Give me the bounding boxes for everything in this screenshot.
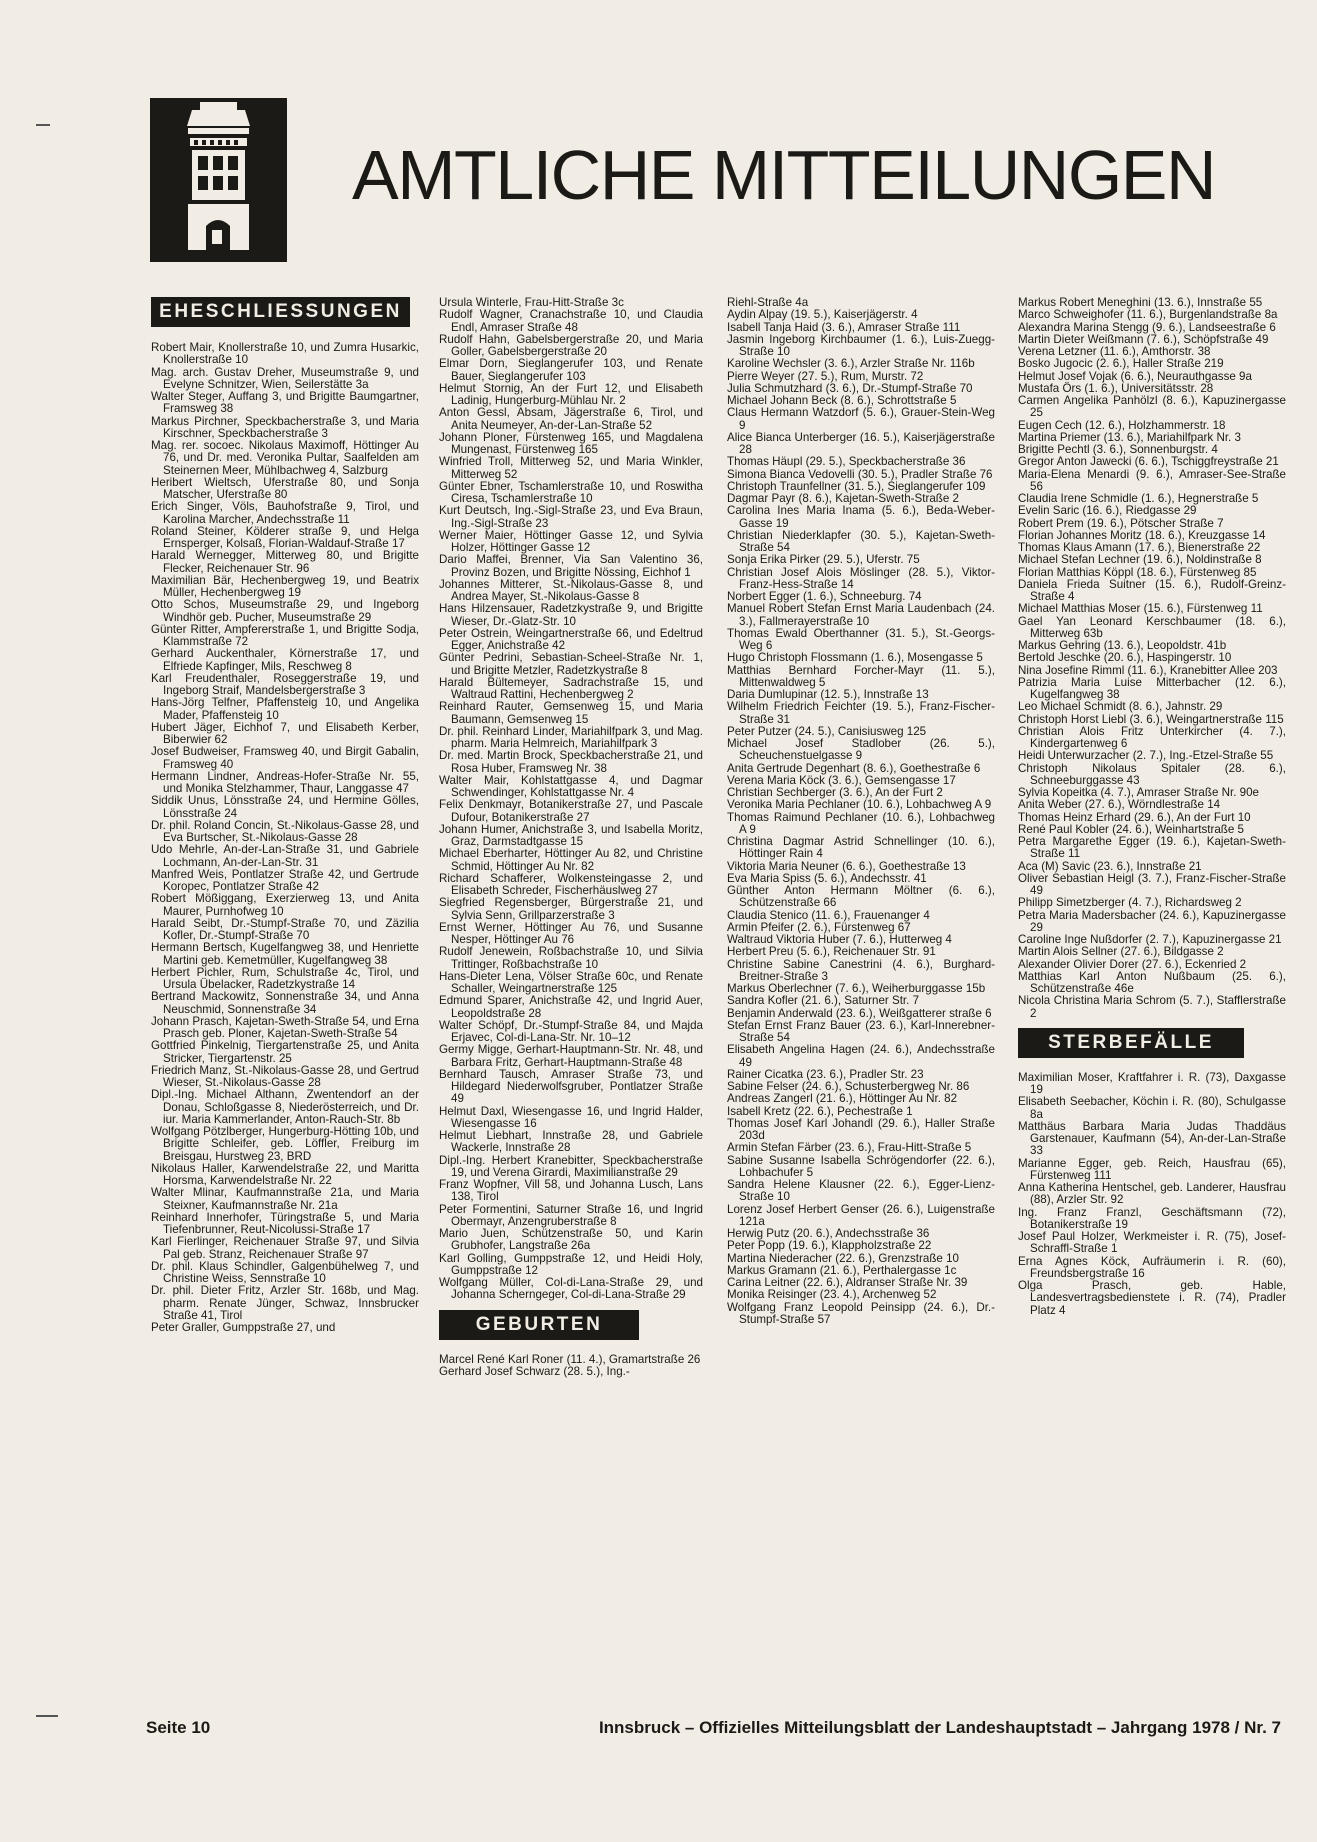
birth-entry: Martina Priemer (13. 6.), Mariahilfpark Nr. 3 <box>1018 430 1241 444</box>
marriage-entry: Dr. phil. Reinhard Linder, Mariahilfpark 3, und Mag. pharm. Maria Helmreich, Mariahilfpark 3 <box>439 724 703 750</box>
marriage-entry: Germy Migge, Gerhart-Hauptmann-Str. Nr. 48, und Barbara Fritz, Gerhart-Hauptmann-Straße 48 <box>439 1043 703 1069</box>
marriage-entry: Dr. phil. Klaus Schindler, Galgenbühelweg 7, und Christine Weiss, Sennstraße 10 <box>151 1259 419 1285</box>
birth-entry: Dagmar Payr (8. 6.), Kajetan-Sweth-Straße 2 <box>727 492 959 505</box>
birth-entry: Eva Maria Spiss (5. 6.), Andechsstr. 41 <box>727 871 927 885</box>
birth-entry: Martin Alois Sellner (27. 6.), Bildgasse 2 <box>1018 945 1224 959</box>
birth-entry: Thomas Josef Karl Johandl (29. 6.), Haller Straße 203d <box>727 1116 995 1142</box>
birth-entry: Matthias Karl Anton Nußbaum (25. 6.), Schützenstraße 46e <box>1018 969 1286 995</box>
birth-entry: Thomas Häupl (29. 5.), Speckbacherstraße 36 <box>727 455 966 469</box>
birth-entry: Markus Gehring (13. 6.), Leopoldstr. 41b <box>1018 639 1227 652</box>
birth-entry: Anita Weber (27. 6.), Wörndlestraße 14 <box>1018 798 1221 812</box>
birth-entry: Markus Robert Meneghini (13. 6.), Innstraße 55 <box>1018 297 1263 309</box>
birth-entry: Thomas Raimund Pechlaner (10. 6.), Lohbachweg A 9 <box>727 810 995 836</box>
marriage-entry: Karl Fierlinger, Reichenauer Straße 97, und Silvia Pal geb. Stranz, Reichenauer Straße 97 <box>151 1235 419 1261</box>
birth-entry: Maria-Elena Menardi (9. 6.), Amraser-See-Straße 56 <box>1018 467 1286 493</box>
marriage-entry: Roland Steiner, Kölderer straße 9, und Helga Ernsperger, Kolsaß, Florian-Waldauf-Straße 17 <box>151 524 419 550</box>
publication-line: Innsbruck – Offizielles Mitteilungsblatt der Landeshauptstadt – Jahrgang 1978 / Nr. 7 <box>598 1718 1281 1737</box>
marriage-entry: Helmut Daxl, Wiesengasse 16, und Ingrid Halder, Wiesengasse 16 <box>439 1104 703 1130</box>
birth-entry: Robert Prem (19. 6.), Pötscher Straße 7 <box>1018 516 1224 530</box>
marriage-entry: Günter Ritter, Ampfererstraße 1, und Brigitte Sodja, Klammstraße 72 <box>151 622 419 648</box>
marriage-entry: Gerhard Auckenthaler, Körnerstraße 17, und Elfriede Kapfinger, Mils, Reschweg 8 <box>151 647 419 673</box>
marriage-entry: Harald Seibt, Dr.-Stumpf-Straße 70, und Zäzilia Kofler, Dr.-Stumpf-Straße 70 <box>151 916 419 942</box>
birth-entry: Michael Johann Beck (8. 6.), Schrottstraße 5 <box>727 394 957 407</box>
birth-entry: Michael Stefan Lechner (19. 6.), Noldinstraße 8 <box>1018 553 1262 567</box>
marriage-entry: Wolfgang Pötzlberger, Hungerburg-Hötting 10b, und Brigitte Schleifer, geb. Löffler, Freiburg im Breisgau, Hurstweg 23, BRD <box>151 1125 419 1163</box>
marriage-entry: Walter Mlinar, Kaufmannstraße 21a, und Maria Steixner, Kaufmannstraße Nr. 21a <box>151 1186 419 1212</box>
marriage-entry: Ernst Werner, Höttinger Au 76, und Susanne Nesper, Höttinger Au 76 <box>439 920 703 946</box>
birth-list-continued <box>1018 297 1286 1020</box>
birth-entry: Viktoria Maria Neuner (6. 6.), Goethestraße 13 <box>727 859 966 873</box>
birth-entry: Helmut Josef Vojak (6. 6.), Neurauthgasse 9a <box>1018 369 1252 383</box>
birth-entry: Heidi Unterwurzacher (2. 7.), Ing.-Etzel-Straße 55 <box>1018 749 1274 763</box>
death-entry: Marianne Egger, geb. Reich, Hausfrau (65), Fürstenweg 111 <box>1018 1156 1286 1182</box>
marriage-entry: Dr. phil. Dieter Fritz, Arzler Str. 168b, und Mag. pharm. Renate Jünger, Schwaz, Innsbrucker Straße 41, Tirol <box>151 1284 419 1322</box>
marriage-entry: Heribert Wieltsch, Uferstraße 80, und Sonja Matscher, Uferstraße 80 <box>151 475 419 501</box>
birth-entry: Christoph Traunfellner (31. 5.), Sieglangerufer 109 <box>727 479 986 493</box>
marriage-entry: Reinhard Rauter, Gemsenweg 15, und Maria Baumann, Gemsenweg 15 <box>439 700 703 726</box>
birth-entry: Evelin Saric (16. 6.), Riedgasse 29 <box>1018 504 1197 518</box>
death-entry: Maximilian Moser, Kraftfahrer i. R. (73), Daxgasse 19 <box>1018 1070 1286 1096</box>
marriage-entry: Harald Bültemeyer, Sadrachstraße 15, und Waltraud Rattini, Hechenbergweg 2 <box>439 675 703 701</box>
marriage-entry: Dipl.-Ing. Herbert Kranebitter, Speckbacherstraße 19, und Verena Girardi, Maximilianstraße 29 <box>439 1153 703 1179</box>
marriage-entry: Dario Maffei, Brenner, Via San Valentino 36, Provinz Bozen, und Brigitte Nössing, Eichhof 1 <box>439 553 703 579</box>
birth-entry: Christian Sechberger (3. 6.), An der Furt 2 <box>727 786 943 799</box>
marriage-entry: Peter Formentini, Saturner Straße 16, und Ingrid Obermayr, Anzengruberstraße 8 <box>439 1202 703 1228</box>
section-header-sterbefaelle: STERBEFÄLLE <box>1018 1028 1244 1058</box>
birth-entry: Markus Oberlechner (7. 6.), Weiherburggasse 15b <box>727 982 986 995</box>
death-entry: Elisabeth Seebacher, Köchin i. R. (80), Schulgasse 8a <box>1018 1095 1286 1121</box>
birth-entry: Anita Gertrude Degenhart (8. 6.), Goethestraße 6 <box>727 761 981 775</box>
marriage-entry: Helmut Stornig, An der Furt 12, und Elisabeth Ladinig, Hungerburg-Mühlau Nr. 2 <box>439 381 703 407</box>
birth-entry: Thomas Heinz Erhard (29. 6.), An der Furt 10 <box>1018 810 1251 824</box>
birth-entry: Carina Leitner (22. 6.), Aldranser Straße Nr. 39 <box>727 1276 968 1289</box>
marriage-entry: Günter Pedrini, Sebastian-Scheel-Straße Nr. 1, und Brigitte Metzler, Radetzkystraße 8 <box>439 651 703 677</box>
birth-entry: Alexander Olivier Dorer (27. 6.), Eckenried 2 <box>1018 957 1247 971</box>
birth-entry: Herwig Putz (20. 6.), Andechsstraße 36 <box>727 1227 930 1240</box>
birth-entry: Gerhard Josef Schwarz (28. 5.), Ing.- <box>439 1364 630 1378</box>
birth-entry: Gregor Anton Jawecki (6. 6.), Tschiggfreystraße 21 <box>1018 455 1279 469</box>
birth-entry: Christoph Nikolaus Spitaler (28. 6.), Schneeburggasse 43 <box>1018 761 1286 787</box>
marriage-entry: Werner Maier, Höttinger Gasse 12, und Sylvia Holzer, Höttinger Gasse 12 <box>439 528 703 554</box>
birth-entry: Isabell Tanja Haid (3. 6.), Amraser Straße 111 <box>727 320 961 334</box>
birth-entry: Martin Dieter Weißmann (7. 6.), Schöpfstraße 49 <box>1018 332 1269 346</box>
marriage-entry: Hermann Bertsch, Kugelfangweg 38, und Henriette Martini geb. Kemetmüller, Kugelfangweg 38 <box>151 941 419 967</box>
marriage-entry: Rudolf Wagner, Cranachstraße 10, und Claudia Endl, Amraser Straße 48 <box>439 308 703 334</box>
section-header-eheschliessungen: EHESCHLIESSUNGEN <box>151 297 410 327</box>
marriage-entry: Herbert Pichler, Rum, Schulstraße 4c, Tirol, und Ursula Übelacker, Radetzkystraße 14 <box>151 965 419 991</box>
marriage-entry: Johann Prasch, Kajetan-Sweth-Straße 54, und Erna Prasch geb. Ploner, Kajetan-Sweth-Straße 54 <box>151 1014 419 1040</box>
death-list <box>1018 1072 1286 1317</box>
birth-entry: Florian Johannes Moritz (18. 6.), Kreuzgasse 14 <box>1018 528 1266 542</box>
marriage-entry: Harald Wernegger, Mitterweg 80, und Brigitte Flecker, Reichenauer Str. 96 <box>151 549 419 575</box>
scan-mark <box>36 124 50 126</box>
marriage-entry: Edmund Sparer, Anichstraße 42, und Ingrid Auer, Leopoldstraße 28 <box>439 994 703 1020</box>
birth-entry: Markus Gramann (21. 6.), Perthalergasse 1c <box>727 1263 957 1277</box>
marriage-entry: Rudolf Jenewein, Roßbachstraße 10, und Silvia Trittinger, Roßbachstraße 10 <box>439 945 703 971</box>
birth-entry: Petra Margarethe Egger (19. 6.), Kajetan-Sweth-Straße 11 <box>1018 835 1286 861</box>
birth-entry: Alice Bianca Unterberger (16. 5.), Kaiserjägerstraße 28 <box>727 430 995 456</box>
birth-entry: Benjamin Anderwald (23. 6.), Weißgatterer straße 6 <box>727 1006 992 1020</box>
marriage-entry: Richard Schafferer, Wolkensteingasse 2, und Elisabeth Schreder, Fischerhäuslweg 27 <box>439 871 703 897</box>
marriage-entry: Siddik Unus, Lönsstraße 24, und Hermine Gölles, Lönsstraße 24 <box>151 794 419 820</box>
birth-entry: Monika Reisinger (23. 4.), Archenweg 52 <box>727 1288 937 1302</box>
marriage-entry: Winfried Troll, Mitterweg 52, und Maria Winkler, Mitterweg 52 <box>439 455 703 481</box>
marriage-entry: Bernhard Tausch, Amraser Straße 73, und Hildegard Niederwolfsgruber, Pontlatzer Straße 49 <box>439 1067 703 1106</box>
birth-entry: Veronika Maria Pechlaner (10. 6.), Lohbachweg A 9 <box>727 798 992 812</box>
birth-entry: Pierre Weyer (27. 5.), Rum, Murstr. 72 <box>727 369 924 383</box>
birth-entry: Christina Dagmar Astrid Schnellinger (10. 6.), Höttinger Rain 4 <box>727 835 995 861</box>
birth-entry: Martina Niederacher (22. 6.), Grenzstraße 10 <box>727 1251 959 1265</box>
death-entry: Matthäus Barbara Maria Judas Thaddäus Garstenauer, Kaufmann (54), An-der-Lan-Straße 33 <box>1018 1119 1286 1158</box>
marriage-entry: Hans Hilzensauer, Radetzkystraße 9, und Brigitte Wieser, Dr.-Glatz-Str. 10 <box>439 602 703 628</box>
birth-entry: Günther Anton Hermann Möltner (6. 6.), Schützenstraße 66 <box>727 884 995 910</box>
birth-entry: Eugen Cech (12. 6.), Holzhammerstr. 18 <box>1018 418 1226 432</box>
birth-entry: Julia Schmutzhard (3. 6.), Dr.-Stumpf-Straße 70 <box>727 381 973 395</box>
birth-entry: Verena Letzner (11. 6.), Amthorstr. 38 <box>1018 345 1211 358</box>
birth-entry: Petra Maria Madersbacher (24. 6.), Kapuzinergasse 29 <box>1018 908 1286 934</box>
birth-entry: Manuel Robert Stefan Ernst Maria Laudenbach (24. 3.), Fallmerayerstraße 10 <box>727 602 995 628</box>
death-entry: Josef Paul Holzer, Werkmeister i. R. (75), Josef-Schraffl-Straße 1 <box>1018 1230 1286 1256</box>
birth-entry: Oliver Sebastian Heigl (3. 7.), Franz-Fischer-Straße 49 <box>1018 871 1286 897</box>
birth-entry: Bosko Jugocic (2. 6.), Haller Straße 219 <box>1018 357 1224 371</box>
marriage-entry: Hans-Dieter Lena, Völser Straße 60c, und Renate Schaller, Weingartnerstraße 125 <box>439 969 703 995</box>
birth-entry: Armin Stefan Färber (23. 6.), Frau-Hitt-Straße 5 <box>727 1141 972 1155</box>
marriage-entry: Johann Humer, Anichstraße 3, und Isabella Moritz, Graz, Darmstadtgasse 15 <box>439 822 703 848</box>
marriage-entry: Mario Juen, Schützenstraße 50, und Karin Grubhofer, Langstraße 26a <box>439 1227 703 1253</box>
marriage-entry: Dipl.-Ing. Michael Althann, Zwentendorf an der Donau, Schloßgasse 8, Niederösterreich, und Dr. iur. Maria Kammerlander, Anton-Rauch-Str. 8b <box>151 1088 419 1126</box>
birth-entry: Claudia Stenico (11. 6.), Frauenanger 4 <box>727 908 930 922</box>
page-title: AMTLICHE MITTEILUNGEN <box>352 136 1216 214</box>
marriage-list-continued <box>439 297 703 1302</box>
column-2 <box>439 297 703 1707</box>
marriage-entry: Karl Golling, Gumppstraße 12, und Heidi Holy, Gumppstraße 12 <box>439 1251 703 1277</box>
birth-entry: Daria Dumlupinar (12. 5.), Innstraße 13 <box>727 688 929 701</box>
birth-entry: Sonja Erika Pirker (29. 5.), Uferstr. 75 <box>727 553 920 567</box>
birth-entry: Bertold Jeschke (20. 6.), Haspingerstr. 10 <box>1018 651 1232 665</box>
marriage-entry: Manfred Weis, Pontlatzer Straße 42, und Gertrude Koropec, Pontlatzer Straße 42 <box>151 867 419 893</box>
marriage-entry: Kurt Deutsch, Ing.-Sigl-Straße 23, und Eva Braun, Ing.-Sigl-Straße 23 <box>439 504 703 530</box>
marriage-entry: Markus Pirchner, Speckbacherstraße 3, und Maria Kirschner, Speckbacherstraße 3 <box>151 414 419 440</box>
birth-entry: Christian Alois Fritz Unterkircher (4. 7.), Kindergartenweg 6 <box>1018 724 1286 750</box>
city-tower-logo <box>150 98 287 262</box>
birth-entry: Sabine Susanne Isabella Schrögendorfer (22. 6.), Lohbachufer 5 <box>727 1153 995 1179</box>
marriage-entry: Walter Steger, Auffang 3, und Brigitte Baumgartner, Framsweg 38 <box>151 390 419 416</box>
marriage-entry: Karl Freudenthaler, Roseggerstraße 19, und Ingeborg Straif, Mandelsbergerstraße 3 <box>151 671 419 697</box>
marriage-entry: Hubert Jäger, Eichhof 7, und Elisabeth Kerber, Biberwier 62 <box>151 720 419 746</box>
marriage-entry: Michael Eberharter, Höttinger Au 82, und Christine Schmid, Höttinger Au Nr. 82 <box>439 847 703 873</box>
birth-entry: Norbert Egger (1. 6.), Schneeburg. 74 <box>727 590 922 603</box>
birth-entry: Florian Matthias Köppl (18. 6.), Fürstenweg 85 <box>1018 565 1257 579</box>
marriage-entry: Felix Denkmayr, Botanikerstraße 27, und Pascale Dufour, Botanikerstraße 27 <box>439 798 703 824</box>
birth-entry: Isabell Kretz (22. 6.), Pechestraße 1 <box>727 1104 913 1118</box>
marriage-entry: Johannes Mitterer, St.-Nikolaus-Gasse 8, und Andrea Mayer, St.-Nikolaus-Gasse 8 <box>439 577 703 603</box>
marriage-entry: Hans-Jörg Telfner, Pfaffensteig 10, und Angelika Mader, Pfaffensteig 10 <box>151 696 419 722</box>
birth-entry: Christine Sabine Canestrini (4. 6.), Burghard-Breitner-Straße 3 <box>727 957 995 983</box>
marriage-entry: Günter Ebner, Tschamlerstraße 10, und Roswitha Ciresa, Tschamlerstraße 10 <box>439 479 703 505</box>
birth-entry: Jasmin Ingeborg Kirchbaumer (1. 6.), Luis-Zuegg-Straße 10 <box>727 332 995 358</box>
birth-entry: Christian Josef Alois Möslinger (28. 5.), Viktor-Franz-Hess-Straße 14 <box>727 565 995 591</box>
birth-entry: Sandra Helene Klausner (22. 6.), Egger-Lienz-Straße 10 <box>727 1178 995 1204</box>
birth-entry: Claus Hermann Watzdorf (5. 6.), Grauer-Stein-Weg 9 <box>727 406 995 432</box>
birth-entry: Christoph Horst Liebl (3. 6.), Weingartnerstraße 115 <box>1018 712 1284 726</box>
birth-entry: Thomas Klaus Amann (17. 6.), Bienerstraße 22 <box>1018 541 1261 554</box>
marriage-entry: Udo Mehrle, An-der-Lan-Straße 31, und Gabriele Lochmann, An-der-Lan-Str. 31 <box>151 843 419 869</box>
marriage-entry: Hermann Lindner, Andreas-Hofer-Straße Nr. 55, und Monika Stelzhammer, Thaur, Langgasse 47 <box>151 769 419 795</box>
birth-entry: Sylvia Kopeitka (4. 7.), Amraser Straße Nr. 90e <box>1018 786 1259 799</box>
birth-entry: Peter Popp (19. 6.), Klappholzstraße 22 <box>727 1239 932 1253</box>
marriage-entry: Nikolaus Haller, Karwendelstraße 22, und Maritta Horsma, Karwendelstraße Nr. 22 <box>151 1161 419 1187</box>
column-1 <box>151 297 419 1707</box>
marriage-entry: Josef Budweiser, Framsweg 40, und Birgit Gabalin, Framsweg 40 <box>151 745 419 771</box>
page-number: Seite 10 <box>146 1718 211 1737</box>
birth-entry: Michael Josef Stadlober (26. 5.), Scheuchenstuelgasse 9 <box>727 737 995 763</box>
birth-entry: Karoline Wechsler (3. 6.), Arzler Straße Nr. 116b <box>727 357 975 371</box>
birth-entry: Wolfgang Franz Leopold Peinsipp (24. 6.), Dr.-Stumpf-Straße 57 <box>727 1300 995 1326</box>
marriage-entry: Otto Schos, Museumstraße 29, und Ingeborg Windhör geb. Pucher, Museumstraße 29 <box>151 598 419 624</box>
marriage-entry: Mag. arch. Gustav Dreher, Museumstraße 9, und Evelyne Schnitzer, Wien, Seilerstätte 3a <box>151 365 419 391</box>
birth-entry: Wilhelm Friedrich Feichter (19. 5.), Franz-Fischer-Straße 31 <box>727 700 995 726</box>
death-entry: Erna Agnes Köck, Aufräumerin i. R. (60), Freundsbergstraße 16 <box>1018 1254 1286 1280</box>
birth-entry: Simona Bianca Vedovelli (30. 5.), Pradler Straße 76 <box>727 467 993 481</box>
birth-entry: René Paul Kobler (24. 6.), Weinhartstraße 5 <box>1018 822 1244 836</box>
marriage-entry: Franz Wopfner, Vill 58, und Johanna Lusch, Lans 138, Tirol <box>439 1178 703 1204</box>
marriage-entry: Erich Singer, Völs, Bauhofstraße 9, Tirol, und Karolina Marcher, Andechsstraße 11 <box>151 500 419 526</box>
marriage-entry: Maximilian Bär, Hechenbergweg 19, und Beatrix Müller, Hechenbergweg 19 <box>151 573 419 599</box>
birth-entry: Sabine Felser (24. 6.), Schusterbergweg Nr. 86 <box>727 1080 970 1093</box>
death-entry: Olga Prasch, geb. Hable, Landesvertragsbedienstete i. R. (74), Pradler Platz 4 <box>1018 1279 1286 1317</box>
marriage-entry: Ursula Winterle, Frau-Hitt-Straße 3c <box>439 297 624 309</box>
birth-entry: Hugo Christoph Flossmann (1. 6.), Mosengasse 5 <box>727 651 983 665</box>
birth-entry: Brigitte Pechtl (3. 6.), Sonnenburgstr. 4 <box>1018 443 1218 456</box>
column-3 <box>727 297 995 1707</box>
birth-entry: Riehl-Straße 4a <box>727 297 809 309</box>
birth-entry: Carmen Angelika Panhölzl (8. 6.), Kapuzinergasse 25 <box>1018 394 1286 420</box>
birth-entry: Waltraud Viktoria Huber (7. 6.), Hutterweg 4 <box>727 933 952 946</box>
birth-entry: Caroline Inge Nußdorfer (2. 7.), Kapuzinergasse 21 <box>1018 933 1282 946</box>
birth-entry: Carolina Ines Maria Inama (5. 6.), Beda-Weber-Gasse 19 <box>727 504 995 530</box>
birth-entry: Elisabeth Angelina Hagen (24. 6.), Andechsstraße 49 <box>727 1043 995 1069</box>
birth-entry: Nicola Christina Maria Schrom (5. 7.), Stafflerstraße 2 <box>1018 994 1286 1020</box>
marriage-entry: Walter Mair, Kohlstattgasse 4, und Dagmar Schwendinger, Kohlstattgasse Nr. 4 <box>439 773 703 799</box>
marriage-entry: Helmut Liebhart, Innstraße 28, und Gabriele Wackerle, Innstraße 28 <box>439 1129 703 1155</box>
birth-entry: Michael Matthias Moser (15. 6.), Fürstenweg 11 <box>1018 602 1263 616</box>
scan-mark <box>36 1715 58 1717</box>
death-entry: Anna Katherina Hentschel, geb. Landerer, Hausfrau (88), Arzler Str. 92 <box>1018 1181 1286 1207</box>
birth-entry: Marcel René Karl Roner (11. 4.), Gramartstraße 26 <box>439 1352 701 1366</box>
birth-entry: Leo Michael Schmidt (8. 6.), Jahnstr. 29 <box>1018 700 1223 714</box>
marriage-entry: Bertrand Mackowitz, Sonnenstraße 34, und Anna Neuschmid, Sonnenstraße 34 <box>151 990 419 1016</box>
birth-list <box>439 1354 703 1379</box>
birth-entry: Daniela Frieda Suitner (15. 6.), Rudolf-Greinz-Straße 4 <box>1018 577 1286 603</box>
birth-entry: Aydin Alpay (19. 5.), Kaiserjägerstr. 4 <box>727 308 918 322</box>
birth-list-continued <box>727 297 995 1326</box>
birth-entry: Stefan Ernst Franz Bauer (23. 6.), Karl-Innerebner-Straße 54 <box>727 1018 995 1044</box>
birth-entry: Marco Schweighofer (11. 6.), Burgenlandstraße 8a <box>1018 308 1278 322</box>
birth-entry: Herbert Preu (5. 6.), Reichenauer Str. 91 <box>727 945 936 959</box>
marriage-entry: Johann Ploner, Fürstenweg 165, und Magdalena Mungenast, Fürstenweg 165 <box>439 430 703 456</box>
birth-entry: Armin Pfeifer (2. 6.), Fürstenweg 67 <box>727 920 911 934</box>
marriage-entry: Friedrich Manz, St.-Nikolaus-Gasse 28, und Gertrud Wieser, St.-Nikolaus-Gasse 28 <box>151 1063 419 1089</box>
birth-entry: Lorenz Josef Herbert Genser (26. 6.), Luigenstraße 121a <box>727 1202 995 1228</box>
marriage-entry: Peter Graller, Gumppstraße 27, und <box>151 1321 336 1334</box>
birth-entry: Rainer Cicatka (23. 6.), Pradler Str. 23 <box>727 1067 924 1081</box>
birth-entry: Verena Maria Köck (3. 6.), Gemsengasse 17 <box>727 773 956 787</box>
marriage-entry: Reinhard Innerhofer, Türingstraße 5, und Maria Tiefenbrunner, Reut-Nicolussi-Straße 17 <box>151 1210 419 1236</box>
birth-entry: Thomas Ewald Oberthanner (31. 5.), St.-Georgs-Weg 6 <box>727 626 995 652</box>
marriage-entry: Rudolf Hahn, Gabelsbergerstraße 20, und Maria Goller, Gabelsbergerstraße 20 <box>439 332 703 358</box>
marriage-entry: Dr. med. Martin Brock, Speckbacherstraße 21, und Rosa Huber, Framsweg Nr. 38 <box>439 749 703 775</box>
birth-entry: Philipp Simetzberger (4. 7.), Richardsweg 2 <box>1018 896 1242 910</box>
death-entry: Ing. Franz Franzl, Geschäftsmann (72), Botanikerstraße 19 <box>1018 1205 1286 1231</box>
birth-entry: Claudia Irene Schmidle (1. 6.), Hegnerstraße 5 <box>1018 492 1259 505</box>
marriage-entry: Peter Ostrein, Weingartnerstraße 66, und Edeltrud Egger, Anichstraße 42 <box>439 626 703 652</box>
section-header-geburten: GEBURTEN <box>439 1310 639 1340</box>
birth-entry: Matthias Bernhard Forcher-Mayr (11. 5.), Mittenwaldweg 5 <box>727 663 995 689</box>
birth-entry: Alexandra Marina Stengg (9. 6.), Landseestraße 6 <box>1018 320 1276 334</box>
marriage-entry: Anton Gessl, Absam, Jägerstraße 6, Tirol, und Anita Neumeyer, An-der-Lan-Straße 52 <box>439 406 703 432</box>
marriage-entry: Robert Mößiggang, Exerzierweg 13, und Anita Maurer, Purnhofweg 10 <box>151 892 419 918</box>
marriage-entry: Wolfgang Müller, Col-di-Lana-Straße 29, und Johanna Scherngeger, Col-di-Lana-Straße 29 <box>439 1276 703 1302</box>
birth-entry: Peter Putzer (24. 5.), Canisiusweg 125 <box>727 724 927 738</box>
birth-entry: Mustafa Örs (1. 6.), Universitätsstr. 28 <box>1018 381 1214 395</box>
marriage-entry: Gottfried Pinkelnig, Tiergartenstraße 25, und Anita Stricker, Tiergartenstr. 25 <box>151 1039 419 1065</box>
birth-entry: Patrizia Maria Luise Mitterbacher (12. 6.), Kugelfangweg 38 <box>1018 675 1286 701</box>
marriage-entry: Walter Schöpf, Dr.-Stumpf-Straße 84, und Majda Erjavec, Col-di-Lana-Str. Nr. 10–12 <box>439 1018 703 1044</box>
birth-entry: Gael Yan Leonard Kerschbaumer (18. 6.), Mitterweg 63b <box>1018 614 1286 640</box>
marriage-list <box>151 342 419 1334</box>
birth-entry: Christian Niederklapfer (30. 5.), Kajetan-Sweth-Straße 54 <box>727 528 995 554</box>
column-4 <box>1018 297 1286 1707</box>
birth-entry: Sandra Kofler (21. 6.), Saturner Str. 7 <box>727 994 920 1008</box>
marriage-entry: Elmar Dorn, Sieglangerufer 103, und Renate Bauer, Sieglangerufer 103 <box>439 357 703 383</box>
birth-entry: Nina Josefine Rimml (11. 6.), Kranebitter Allee 203 <box>1018 663 1278 677</box>
marriage-entry: Mag. rer. socoec. Nikolaus Maximoff, Höttinger Au 76, und Dr. med. Veronika Pultar, Saalfelden am Steinernen Meer, Mühlbachweg 4, Salzburg <box>151 439 419 477</box>
birth-entry: Aca (M) Savic (23. 6.), Innstraße 21 <box>1018 859 1202 873</box>
marriage-entry: Robert Mair, Knollerstraße 10, und Zumra Husarkic, Knollerstraße 10 <box>151 341 419 367</box>
birth-entry: Andreas Zangerl (21. 6.), Höttinger Au Nr. 82 <box>727 1092 958 1106</box>
marriage-entry: Dr. phil. Roland Concin, St.-Nikolaus-Gasse 28, und Eva Burtscher, St.-Nikolaus-Gasse 28 <box>151 818 419 844</box>
marriage-entry: Siegfried Regensberger, Bürgerstraße 21, und Sylvia Senn, Grillparzerstraße 3 <box>439 896 703 922</box>
